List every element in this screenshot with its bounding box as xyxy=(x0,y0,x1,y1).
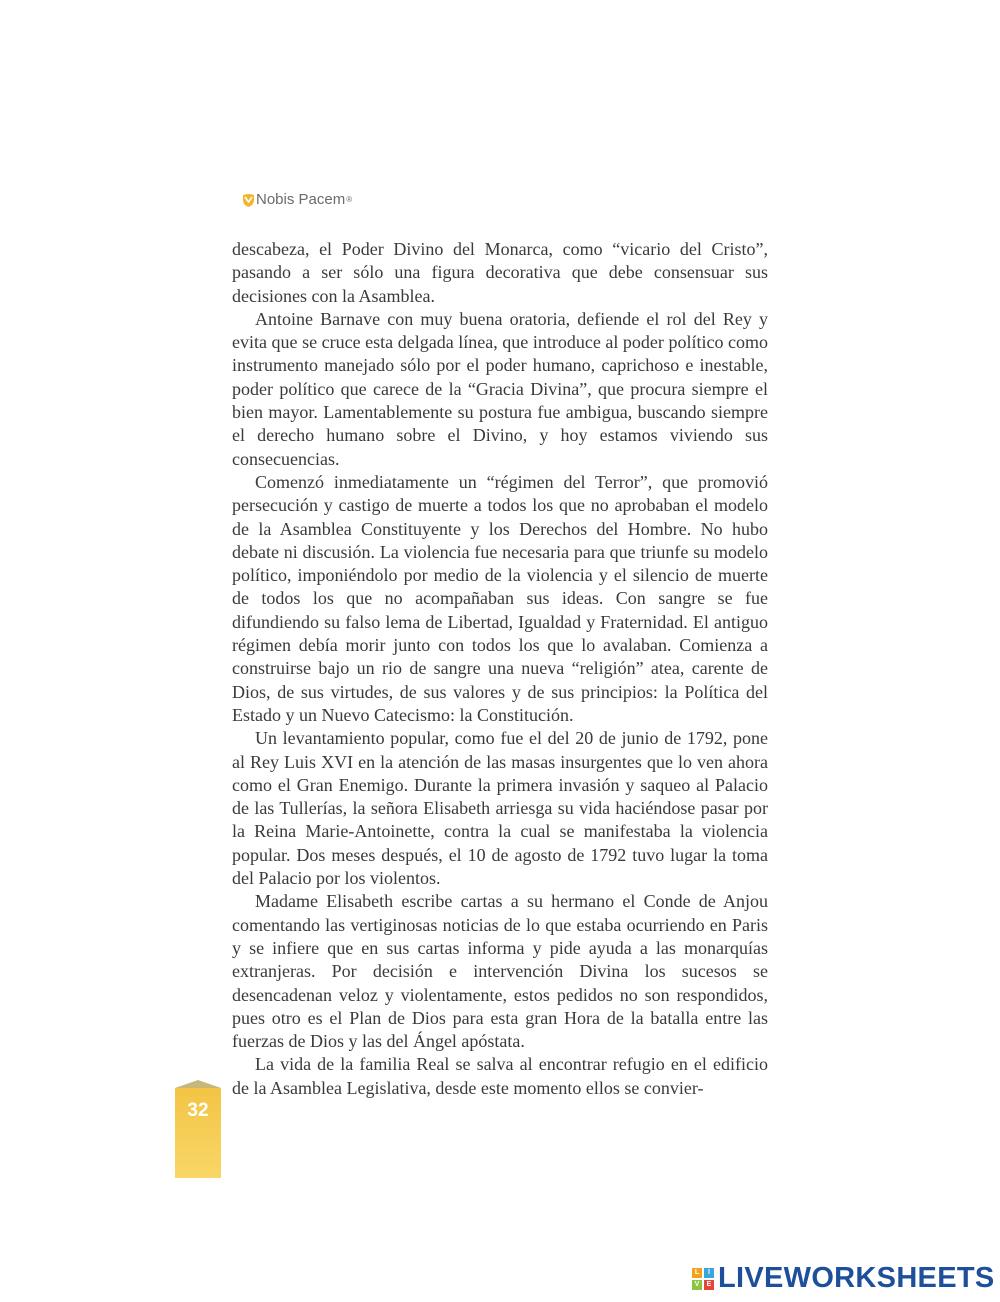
brand-name: Nobis Pacem xyxy=(256,191,346,208)
page-number-tab xyxy=(175,1080,221,1178)
liveworksheets-wordmark: LIVEWORKSHEETS xyxy=(718,1262,995,1294)
paragraph: Comenzó inmediatamente un “régimen del Terror”, que promovió persecución y castigo de muerte a todos los que no aprobaban el modelo de la Asamblea Constituyente y los Derechos del Hombre. No hubo debate ni discusión. La violencia fue necesaria para que triunfe su modelo político, imponiéndolo por medio de la violencia y el silencio de muerte de todos los que no acompañaban sus ideas. Con sangre se fue difundiendo su falso lema de Libertad, Igualdad y Fraternidad. El antiguo régimen debía morir junto con todos los que lo avalaban. Comienza a construirse bajo un rio de sangre una nueva “religión” atea, carente de Dios, de sus virtudes, de sus valores y de sus principios: la Política del Estado y un Nuevo Catecismo: la Constitución. xyxy=(232,471,768,725)
page-number: 32 xyxy=(187,1100,209,1121)
paragraph: Madame Elisabeth escribe cartas a su hermano el Conde de Anjou comentando las vertiginosas noticias de lo que estaba ocurriendo en Paris y se infiere que en sus cartas informa y pide ayuda a las monarquías extranjeras. Por decisión e intervención Divina los sucesos se desencadenan veloz y violentamente, estos pedidos no son respondidos, pues otro es el Plan de Dios para esta gran Hora de la batalla entre las fuerzas de Dios y las del Ángel apóstata. xyxy=(232,891,768,1052)
logo-letter: E xyxy=(704,1280,714,1290)
liveworksheets-logo xyxy=(692,1268,714,1290)
logo-letter: L xyxy=(692,1268,702,1278)
paragraph: Un levantamiento popular, como fue el del 20 de junio de 1792, pone al Rey Luis XVI en la atención de las masas insurgentes que lo ven ahora como el Gran Enemigo. Durante la primera invasión y saqueo al Palacio de las Tullerías, la señora Elisabeth arriesga su vida haciéndose pasar por la Reina Marie-Antoinette, contra la cual se manifestaba la violencia popular. Dos meses después, el 10 de agosto de 1792 tuvo lugar la toma del Palacio por los violentos. xyxy=(232,728,768,889)
running-header xyxy=(242,191,352,208)
registered-mark: ® xyxy=(346,195,353,204)
paragraph: Antoine Barnave con muy buena oratoria, defiende el rol del Rey y evita que se cruce esta delgada línea, que introduce al poder político como instrumento manejado sólo por el poder humano, caprichoso e inestable, poder político que carece de la “Gracia Divina”, que procura siempre el bien mayor. Lamentablemente su postura fue ambigua, buscando siempre el derecho humano sobre el Divino, y hoy estamos viviendo sus consecuencias. xyxy=(232,308,768,469)
paragraph: La vida de la familia Real se salva al encontrar refugio en el edificio de la Asamblea Legislativa, desde este momento ellos se convier- xyxy=(232,1054,768,1098)
logo-letter: V xyxy=(692,1280,702,1290)
logo-letter: I xyxy=(704,1268,714,1278)
nobis-pacem-logo-icon xyxy=(242,193,255,207)
liveworksheets-watermark xyxy=(692,1262,995,1295)
body-text xyxy=(232,238,768,1100)
paragraph: descabeza, el Poder Divino del Monarca, como “vicario del Cristo”, pasando a ser sólo una figura decorativa que debe consensuar sus decisiones con la Asamblea. xyxy=(232,239,768,306)
